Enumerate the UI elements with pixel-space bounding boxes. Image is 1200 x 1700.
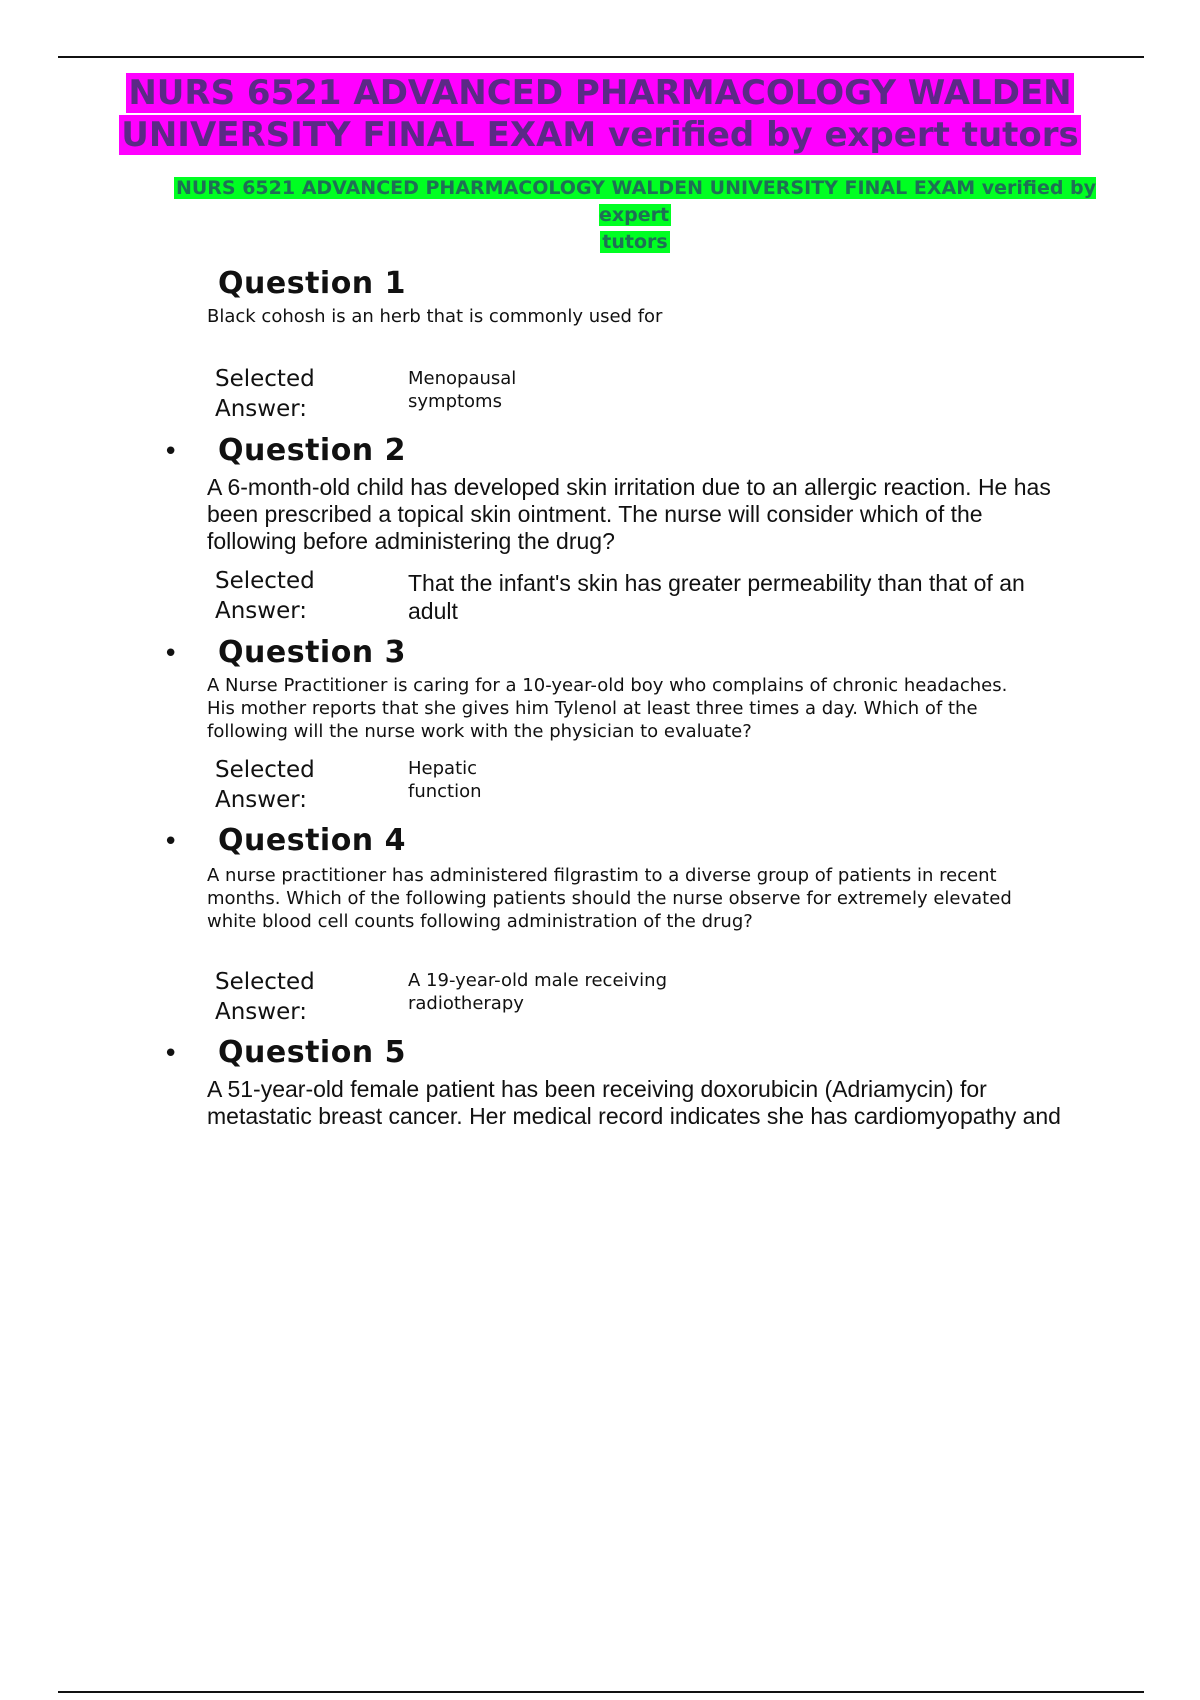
subtitle-line-2: tutors (602, 231, 668, 253)
bottom-rule (58, 1691, 1144, 1693)
answer-line-2: adult (408, 598, 458, 624)
subtitle-line-1: NURS 6521 ADVANCED PHARMACOLOGY WALDEN UNIVERSITY FINAL EXAM verified by expert (175, 177, 1097, 226)
selected-label-line-1: Selected (215, 568, 315, 594)
question-2-answer (408, 569, 1108, 625)
selected-answer-label (215, 967, 365, 1027)
bullet: • (163, 639, 179, 669)
selected-label-line-2: Answer: (215, 598, 308, 624)
text-line-2: His mother reports that she gives him Tylenol at least three times a day. Which of the (207, 698, 978, 719)
text-line-2: metastatic breast cancer. Her medical record indicates she has cardiomyopathy and (207, 1103, 1061, 1129)
answer-line-1: That the infant's skin has greater permeability than that of an (408, 570, 1025, 596)
selected-label-line-1: Selected (215, 366, 315, 392)
text-line-3: following will the nurse work with the physician to evaluate? (207, 721, 752, 742)
selected-answer-label (215, 364, 365, 424)
text-line-2: months. Which of the following patients should the nurse observe for extremely elevated (207, 888, 1012, 909)
question-1-title: Question 1 (218, 266, 406, 301)
answer-line-2: symptoms (408, 391, 502, 412)
selected-label-line-2: Answer: (215, 396, 308, 422)
selected-label-line-1: Selected (215, 757, 315, 783)
bullet: • (163, 437, 179, 467)
question-2-title: Question 2 (218, 433, 406, 468)
text-line-3: following before administering the drug? (207, 528, 615, 554)
document-title (0, 72, 1200, 156)
answer-line-2: function (408, 781, 482, 802)
text-line-1: A 6-month-old child has developed skin irritation due to an allergic reaction. He has (207, 474, 1051, 500)
question-5-text (207, 1076, 1112, 1130)
document-subtitle (150, 175, 1120, 256)
question-4-text (207, 864, 1112, 933)
text-line-1: A Nurse Practitioner is caring for a 10-year-old boy who complains of chronic headaches. (207, 675, 1008, 696)
question-3-answer (408, 757, 1108, 803)
text-line-2: been prescribed a topical skin ointment. The nurse will consider which of the (207, 501, 983, 527)
top-rule (58, 56, 1144, 58)
text-line-1: A nurse practitioner has administered filgrastim to a diverse group of patients in recent (207, 865, 997, 886)
question-5-title: Question 5 (218, 1035, 406, 1070)
question-1-text: Black cohosh is an herb that is commonly used for (207, 306, 663, 327)
answer-line-1: Menopausal (408, 368, 517, 389)
bullet: • (163, 1039, 179, 1069)
selected-label-line-2: Answer: (215, 999, 308, 1025)
question-3-title: Question 3 (218, 635, 406, 670)
answer-line-2: radiotherapy (408, 993, 524, 1014)
question-4-title: Question 4 (218, 823, 406, 858)
bullet: • (163, 827, 179, 857)
text-line-3: white blood cell counts following administration of the drug? (207, 911, 753, 932)
title-line-2: UNIVERSITY FINAL EXAM verified by expert tutors (121, 115, 1079, 155)
answer-line-1: A 19-year-old male receiving (408, 970, 668, 991)
question-4-answer (408, 969, 1108, 1015)
selected-label-line-2: Answer: (215, 787, 308, 813)
selected-label-line-1: Selected (215, 969, 315, 995)
text-line-1: A 51-year-old female patient has been receiving doxorubicin (Adriamycin) for (207, 1076, 987, 1102)
question-2-text (207, 474, 1112, 555)
title-line-1: NURS 6521 ADVANCED PHARMACOLOGY WALDEN (128, 73, 1072, 113)
selected-answer-label (215, 566, 365, 626)
answer-line-1: Hepatic (408, 758, 478, 779)
question-3-text (207, 674, 1112, 743)
selected-answer-label (215, 755, 365, 815)
question-1-answer (408, 367, 1108, 413)
